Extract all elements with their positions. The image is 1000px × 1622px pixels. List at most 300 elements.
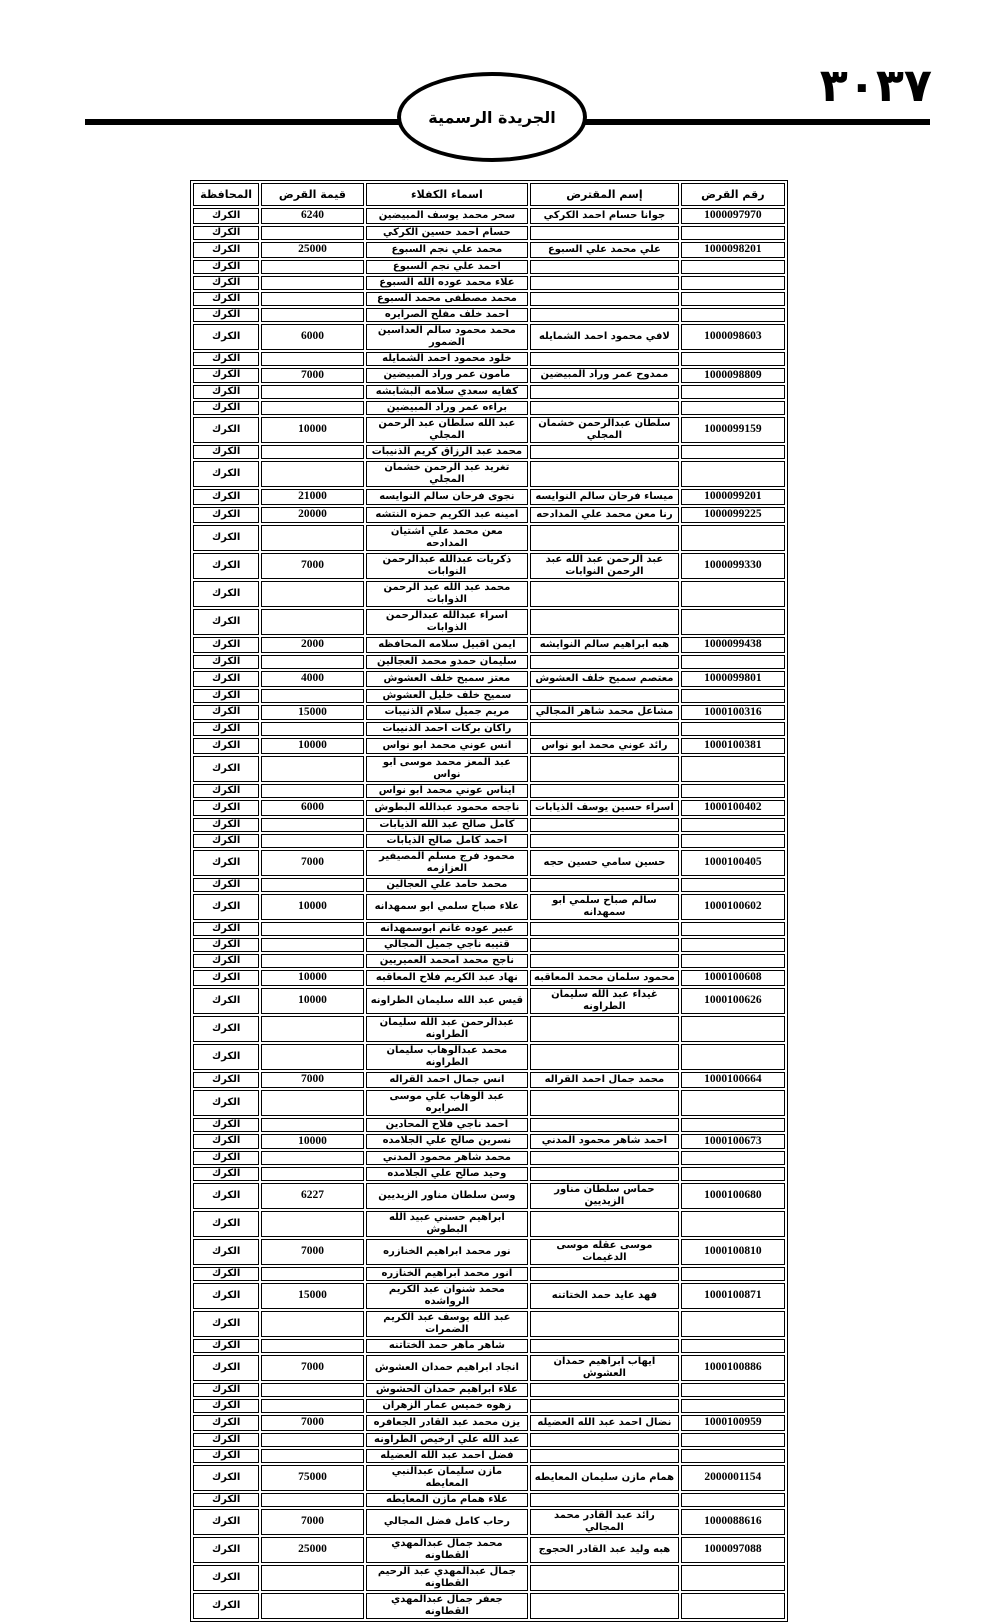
table-row bbox=[193, 368, 785, 384]
cell-guarantor: عبد الله يوسف عبد الكريم الضمرات bbox=[366, 1311, 529, 1337]
cell-guarantor: ناجح محمد امحمد العميريين bbox=[366, 954, 529, 968]
cell-amount: 15000 bbox=[261, 705, 363, 721]
cell-amount bbox=[261, 1016, 363, 1042]
cell-loan_no bbox=[681, 1493, 785, 1507]
cell-loan_no: 1000100405 bbox=[681, 850, 785, 876]
cell-loan_no: 1000100886 bbox=[681, 1355, 785, 1381]
cell-amount: 10000 bbox=[261, 970, 363, 986]
cell-borrower bbox=[530, 655, 679, 669]
cell-loan_no: 1000100602 bbox=[681, 894, 785, 920]
cell-guarantor: رحاب كامل فضل المجالي bbox=[366, 1509, 529, 1535]
cell-borrower bbox=[530, 609, 679, 635]
cell-loan_no: 1000100680 bbox=[681, 1183, 785, 1209]
cell-borrower bbox=[530, 385, 679, 399]
cell-borrower bbox=[530, 1565, 679, 1591]
cell-guarantor: سليمان حمدو محمد العجالين bbox=[366, 655, 529, 669]
cell-amount: 21000 bbox=[261, 489, 363, 505]
cell-governorate: الكرك bbox=[193, 1565, 259, 1591]
cell-guarantor: محمد شنوان عبد الكريم الرواشده bbox=[366, 1283, 529, 1309]
table-row bbox=[193, 834, 785, 848]
cell-amount bbox=[261, 834, 363, 848]
cell-amount bbox=[261, 1044, 363, 1070]
table-row bbox=[193, 385, 785, 399]
cell-borrower bbox=[530, 834, 679, 848]
cell-governorate: الكرك bbox=[193, 637, 259, 653]
cell-loan_no bbox=[681, 1090, 785, 1116]
table-row bbox=[193, 324, 785, 350]
cell-borrower: عبد الرحمن عبد الله عبد الرحمن النوابات bbox=[530, 553, 679, 579]
cell-amount bbox=[261, 818, 363, 832]
table-row bbox=[193, 1465, 785, 1491]
cell-guarantor: سحر محمد يوسف المبيضين bbox=[366, 208, 529, 224]
table-row bbox=[193, 655, 785, 669]
table-row bbox=[193, 1383, 785, 1397]
cell-amount bbox=[261, 385, 363, 399]
cell-borrower bbox=[530, 1090, 679, 1116]
cell-loan_no bbox=[681, 525, 785, 551]
table-row bbox=[193, 525, 785, 551]
cell-borrower bbox=[530, 1167, 679, 1181]
cell-guarantor: محمد حامد علي العجالين bbox=[366, 878, 529, 892]
table-row bbox=[193, 1593, 785, 1619]
cell-borrower bbox=[530, 1016, 679, 1042]
table-row bbox=[193, 637, 785, 653]
col-header-loan-amount: قيمة القرض bbox=[261, 183, 363, 206]
cell-amount bbox=[261, 722, 363, 736]
cell-borrower: رنا معن محمد علي المدادحه bbox=[530, 507, 679, 523]
cell-amount bbox=[261, 1090, 363, 1116]
cell-guarantor: ابراهيم حسني عبيد الله البطوش bbox=[366, 1211, 529, 1237]
table-row bbox=[193, 818, 785, 832]
cell-governorate: الكرك bbox=[193, 894, 259, 920]
cell-borrower bbox=[530, 878, 679, 892]
cell-loan_no: 1000100673 bbox=[681, 1134, 785, 1150]
table-row bbox=[193, 417, 785, 443]
cell-guarantor: محمد عبد الله عبد الرحمن الذوابات bbox=[366, 581, 529, 607]
cell-governorate: الكرك bbox=[193, 461, 259, 487]
cell-loan_no bbox=[681, 834, 785, 848]
cell-governorate: الكرك bbox=[193, 385, 259, 399]
cell-amount bbox=[261, 581, 363, 607]
cell-guarantor: محمد جمال عبدالمهدي القطاونه bbox=[366, 1537, 529, 1563]
table-row bbox=[193, 784, 785, 798]
cell-governorate: الكرك bbox=[193, 609, 259, 635]
cell-loan_no: 1000099225 bbox=[681, 507, 785, 523]
cell-loan_no bbox=[681, 1383, 785, 1397]
cell-borrower bbox=[530, 1151, 679, 1165]
table-row bbox=[193, 226, 785, 240]
cell-amount bbox=[261, 954, 363, 968]
cell-amount: 10000 bbox=[261, 738, 363, 754]
cell-amount: 7000 bbox=[261, 1355, 363, 1381]
cell-borrower: رائد عوني محمد ابو نواس bbox=[530, 738, 679, 754]
cell-loan_no bbox=[681, 922, 785, 936]
cell-borrower: لافي محمود احمد الشمايله bbox=[530, 324, 679, 350]
cell-borrower bbox=[530, 581, 679, 607]
cell-amount bbox=[261, 352, 363, 366]
cell-amount bbox=[261, 226, 363, 240]
cell-amount bbox=[261, 1151, 363, 1165]
cell-loan_no bbox=[681, 401, 785, 415]
cell-amount bbox=[261, 308, 363, 322]
cell-borrower bbox=[530, 276, 679, 290]
cell-borrower bbox=[530, 818, 679, 832]
cell-borrower bbox=[530, 1593, 679, 1619]
cell-guarantor: مأمون عمر وراد المبيضين bbox=[366, 368, 529, 384]
table-row bbox=[193, 738, 785, 754]
cell-governorate: الكرك bbox=[193, 489, 259, 505]
table-row bbox=[193, 1134, 785, 1150]
cell-governorate: الكرك bbox=[193, 208, 259, 224]
cell-amount: 4000 bbox=[261, 671, 363, 687]
cell-governorate: الكرك bbox=[193, 1593, 259, 1619]
cell-loan_no bbox=[681, 689, 785, 703]
cell-guarantor: احمد علي نجم السبوع bbox=[366, 260, 529, 274]
table-row bbox=[193, 1016, 785, 1042]
cell-guarantor: كامل صالح عبد الله الذيابات bbox=[366, 818, 529, 832]
cell-loan_no bbox=[681, 1433, 785, 1447]
table-row bbox=[193, 292, 785, 306]
cell-governorate: الكرك bbox=[193, 784, 259, 798]
cell-governorate: الكرك bbox=[193, 756, 259, 782]
cell-governorate: الكرك bbox=[193, 507, 259, 523]
cell-amount: 25000 bbox=[261, 242, 363, 258]
cell-loan_no: 1000100871 bbox=[681, 1283, 785, 1309]
cell-guarantor: نسرين صالح علي الجلامده bbox=[366, 1134, 529, 1150]
cell-borrower bbox=[530, 938, 679, 952]
cell-governorate: الكرك bbox=[193, 738, 259, 754]
cell-loan_no bbox=[681, 938, 785, 952]
table-row bbox=[193, 308, 785, 322]
table-row bbox=[193, 1211, 785, 1237]
cell-amount: 10000 bbox=[261, 988, 363, 1014]
cell-amount: 6240 bbox=[261, 208, 363, 224]
cell-amount: 6227 bbox=[261, 1183, 363, 1209]
cell-guarantor: انس جمال احمد القراله bbox=[366, 1072, 529, 1088]
cell-borrower: حسين سامي حسين حجه bbox=[530, 850, 679, 876]
cell-loan_no: 1000099330 bbox=[681, 553, 785, 579]
cell-governorate: الكرك bbox=[193, 368, 259, 384]
cell-borrower bbox=[530, 260, 679, 274]
table-row bbox=[193, 1415, 785, 1431]
cell-loan_no bbox=[681, 308, 785, 322]
cell-amount bbox=[261, 689, 363, 703]
table-row bbox=[193, 1167, 785, 1181]
cell-amount: 7000 bbox=[261, 553, 363, 579]
cell-governorate: الكرك bbox=[193, 1283, 259, 1309]
cell-loan_no bbox=[681, 655, 785, 669]
cell-loan_no bbox=[681, 1044, 785, 1070]
table-row bbox=[193, 1509, 785, 1535]
cell-borrower bbox=[530, 525, 679, 551]
cell-amount: 6000 bbox=[261, 324, 363, 350]
cell-borrower bbox=[530, 784, 679, 798]
cell-governorate: الكرك bbox=[193, 1072, 259, 1088]
col-header-governorate: المحافظة bbox=[193, 183, 259, 206]
table-row bbox=[193, 1267, 785, 1281]
cell-borrower: هبه ابراهيم سالم النوايشه bbox=[530, 637, 679, 653]
cell-governorate: الكرك bbox=[193, 818, 259, 832]
cell-amount bbox=[261, 1593, 363, 1619]
cell-amount: 15000 bbox=[261, 1283, 363, 1309]
cell-governorate: الكرك bbox=[193, 292, 259, 306]
cell-governorate: الكرك bbox=[193, 352, 259, 366]
table-row bbox=[193, 461, 785, 487]
cell-amount bbox=[261, 1167, 363, 1181]
table-row bbox=[193, 1072, 785, 1088]
cell-amount bbox=[261, 756, 363, 782]
cell-loan_no bbox=[681, 226, 785, 240]
cell-amount: 7000 bbox=[261, 1239, 363, 1265]
cell-amount bbox=[261, 784, 363, 798]
cell-governorate: الكرك bbox=[193, 722, 259, 736]
cell-loan_no: 1000099159 bbox=[681, 417, 785, 443]
cell-amount bbox=[261, 1118, 363, 1132]
cell-borrower: محمد جمال احمد القراله bbox=[530, 1072, 679, 1088]
cell-guarantor: وسن سلطان مناور الزيديين bbox=[366, 1183, 529, 1209]
cell-governorate: الكرك bbox=[193, 1118, 259, 1132]
table-row bbox=[193, 922, 785, 936]
cell-borrower: جوانا حسام احمد الكركي bbox=[530, 208, 679, 224]
col-header-guarantors: اسماء الكفلاء bbox=[366, 183, 529, 206]
cell-borrower bbox=[530, 1311, 679, 1337]
cell-governorate: الكرك bbox=[193, 878, 259, 892]
cell-borrower: محمود سلمان محمد المعاقبه bbox=[530, 970, 679, 986]
table-row bbox=[193, 850, 785, 876]
cell-amount bbox=[261, 1267, 363, 1281]
cell-borrower: ممدوح عمر وراد المبيضين bbox=[530, 368, 679, 384]
table-row bbox=[193, 401, 785, 415]
cell-loan_no bbox=[681, 722, 785, 736]
cell-guarantor: راكان بركات احمد الذنيبات bbox=[366, 722, 529, 736]
cell-guarantor: محمد مصطفى محمد السبوع bbox=[366, 292, 529, 306]
cell-amount bbox=[261, 1565, 363, 1591]
table-row bbox=[193, 954, 785, 968]
cell-borrower bbox=[530, 1399, 679, 1413]
cell-governorate: الكرك bbox=[193, 308, 259, 322]
cell-governorate: الكرك bbox=[193, 1151, 259, 1165]
table-row bbox=[193, 1399, 785, 1413]
cell-guarantor: كفايه سعدي سلامه البشابشه bbox=[366, 385, 529, 399]
cell-loan_no bbox=[681, 1593, 785, 1619]
cell-governorate: الكرك bbox=[193, 970, 259, 986]
table-row bbox=[193, 352, 785, 366]
col-header-borrower: إسم المقترض bbox=[530, 183, 679, 206]
cell-borrower bbox=[530, 352, 679, 366]
cell-guarantor: انور محمد ابراهيم الخنازره bbox=[366, 1267, 529, 1281]
cell-loan_no bbox=[681, 1565, 785, 1591]
cell-borrower: فهد عايد حمد الختاتنه bbox=[530, 1283, 679, 1309]
cell-guarantor: فضل احمد عبد الله العضيله bbox=[366, 1449, 529, 1463]
cell-loan_no bbox=[681, 1118, 785, 1132]
table-row bbox=[193, 445, 785, 459]
cell-loan_no bbox=[681, 756, 785, 782]
cell-governorate: الكرك bbox=[193, 553, 259, 579]
cell-guarantor: ايمن اقبيل سلامه المحافظه bbox=[366, 637, 529, 653]
cell-borrower: ايهاب ابراهيم حمدان العشوش bbox=[530, 1355, 679, 1381]
table-row bbox=[193, 1449, 785, 1463]
cell-loan_no bbox=[681, 385, 785, 399]
cell-loan_no bbox=[681, 784, 785, 798]
cell-loan_no: 1000100316 bbox=[681, 705, 785, 721]
cell-loan_no bbox=[681, 609, 785, 635]
gazette-title: الجريدة الرسمية bbox=[428, 107, 556, 127]
cell-governorate: الكرك bbox=[193, 1355, 259, 1381]
cell-borrower: مشاعل محمد شاهر المجالي bbox=[530, 705, 679, 721]
cell-loan_no: 1000100381 bbox=[681, 738, 785, 754]
cell-loan_no: 1000100959 bbox=[681, 1415, 785, 1431]
cell-loan_no bbox=[681, 445, 785, 459]
cell-loan_no: 1000097088 bbox=[681, 1537, 785, 1563]
cell-guarantor: احمد خلف مفلح الصرايره bbox=[366, 308, 529, 322]
cell-borrower bbox=[530, 756, 679, 782]
cell-borrower bbox=[530, 1339, 679, 1353]
cell-guarantor: نور محمد ابراهيم الخنازره bbox=[366, 1239, 529, 1265]
cell-guarantor: علاء صباح سلمي ابو سمهدانه bbox=[366, 894, 529, 920]
cell-borrower bbox=[530, 1211, 679, 1237]
cell-amount: 10000 bbox=[261, 894, 363, 920]
cell-borrower bbox=[530, 461, 679, 487]
cell-borrower bbox=[530, 1433, 679, 1447]
table-row bbox=[193, 1311, 785, 1337]
cell-amount bbox=[261, 1449, 363, 1463]
table-header-row bbox=[193, 183, 785, 206]
cell-guarantor: مريم جميل سلام الذنيبات bbox=[366, 705, 529, 721]
cell-governorate: الكرك bbox=[193, 260, 259, 274]
table-row bbox=[193, 938, 785, 952]
cell-borrower bbox=[530, 1044, 679, 1070]
cell-governorate: الكرك bbox=[193, 242, 259, 258]
cell-governorate: الكرك bbox=[193, 226, 259, 240]
col-header-loan-number: رقم القرض bbox=[681, 183, 785, 206]
table-row bbox=[193, 276, 785, 290]
cell-guarantor: جعفر جمال عبدالمهدي القطاونه bbox=[366, 1593, 529, 1619]
loans-table bbox=[190, 180, 788, 1622]
cell-amount: 10000 bbox=[261, 417, 363, 443]
table-row bbox=[193, 988, 785, 1014]
cell-loan_no: 1000099438 bbox=[681, 637, 785, 653]
cell-governorate: الكرك bbox=[193, 1134, 259, 1150]
cell-borrower bbox=[530, 922, 679, 936]
table-row bbox=[193, 1151, 785, 1165]
cell-guarantor: شاهر ماهر حمد الختاتنه bbox=[366, 1339, 529, 1353]
cell-governorate: الكرك bbox=[193, 954, 259, 968]
cell-guarantor: يزن محمد عبد القادر الجعافره bbox=[366, 1415, 529, 1431]
cell-loan_no bbox=[681, 461, 785, 487]
cell-amount bbox=[261, 1399, 363, 1413]
table-row bbox=[193, 489, 785, 505]
table-row bbox=[193, 970, 785, 986]
cell-loan_no: 1000098201 bbox=[681, 242, 785, 258]
cell-guarantor: احمد كامل صالح الذيابات bbox=[366, 834, 529, 848]
cell-guarantor: حسام احمد حسين الكركي bbox=[366, 226, 529, 240]
cell-loan_no: 1000099801 bbox=[681, 671, 785, 687]
cell-governorate: الكرك bbox=[193, 417, 259, 443]
cell-governorate: الكرك bbox=[193, 581, 259, 607]
cell-guarantor: عبدالرحمن عبد الله سليمان الطراونه bbox=[366, 1016, 529, 1042]
cell-governorate: الكرك bbox=[193, 1183, 259, 1209]
cell-loan_no: 1000098603 bbox=[681, 324, 785, 350]
table-row bbox=[193, 1433, 785, 1447]
cell-amount: 7000 bbox=[261, 1415, 363, 1431]
cell-guarantor: براءه عمر وراد المبيضين bbox=[366, 401, 529, 415]
cell-loan_no bbox=[681, 818, 785, 832]
cell-governorate: الكرك bbox=[193, 324, 259, 350]
cell-guarantor: زهوه خميس عمار الزهران bbox=[366, 1399, 529, 1413]
cell-borrower bbox=[530, 292, 679, 306]
cell-borrower: سالم صباح سلمي ابو سمهدانه bbox=[530, 894, 679, 920]
cell-loan_no bbox=[681, 581, 785, 607]
cell-guarantor: تغريد عبد الرحمن خشمان المجلي bbox=[366, 461, 529, 487]
cell-amount bbox=[261, 401, 363, 415]
cell-borrower bbox=[530, 954, 679, 968]
table-row bbox=[193, 689, 785, 703]
table-row bbox=[193, 705, 785, 721]
table-row bbox=[193, 242, 785, 258]
table-row bbox=[193, 553, 785, 579]
table-row bbox=[193, 1090, 785, 1116]
cell-guarantor: عبير عوده غانم ابوسمهدانه bbox=[366, 922, 529, 936]
cell-loan_no bbox=[681, 1016, 785, 1042]
cell-guarantor: نهاد عبد الكريم فلاح المعاقبه bbox=[366, 970, 529, 986]
cell-loan_no: 1000100664 bbox=[681, 1072, 785, 1088]
cell-loan_no: 1000097970 bbox=[681, 208, 785, 224]
cell-governorate: الكرك bbox=[193, 671, 259, 687]
cell-governorate: الكرك bbox=[193, 1339, 259, 1353]
cell-loan_no: 1000100810 bbox=[681, 1239, 785, 1265]
table-row bbox=[193, 1283, 785, 1309]
table-row bbox=[193, 722, 785, 736]
cell-borrower: غيداء عبد الله سليمان الطراونه bbox=[530, 988, 679, 1014]
cell-loan_no bbox=[681, 1339, 785, 1353]
cell-borrower bbox=[530, 689, 679, 703]
cell-governorate: الكرك bbox=[193, 1493, 259, 1507]
cell-borrower: اسراء حسين يوسف الذيابات bbox=[530, 800, 679, 816]
cell-governorate: الكرك bbox=[193, 922, 259, 936]
cell-guarantor: قتيبه ناجي جميل المجالي bbox=[366, 938, 529, 952]
cell-governorate: الكرك bbox=[193, 1433, 259, 1447]
cell-governorate: الكرك bbox=[193, 850, 259, 876]
cell-amount bbox=[261, 1211, 363, 1237]
table-row bbox=[193, 507, 785, 523]
table-row bbox=[193, 1044, 785, 1070]
cell-governorate: الكرك bbox=[193, 1044, 259, 1070]
table-row bbox=[193, 1239, 785, 1265]
cell-governorate: الكرك bbox=[193, 1311, 259, 1337]
cell-loan_no bbox=[681, 1267, 785, 1281]
cell-governorate: الكرك bbox=[193, 800, 259, 816]
table-row bbox=[193, 581, 785, 607]
cell-borrower: علي محمد علي السبوع bbox=[530, 242, 679, 258]
table-row bbox=[193, 1118, 785, 1132]
cell-amount: 2000 bbox=[261, 637, 363, 653]
cell-loan_no bbox=[681, 1167, 785, 1181]
cell-guarantor: قيس عبد الله سليمان الطراونه bbox=[366, 988, 529, 1014]
cell-amount: 6000 bbox=[261, 800, 363, 816]
cell-loan_no bbox=[681, 954, 785, 968]
cell-guarantor: احمد ناجي فلاح المحادين bbox=[366, 1118, 529, 1132]
cell-amount bbox=[261, 609, 363, 635]
cell-amount bbox=[261, 260, 363, 274]
cell-guarantor: علاء ابراهيم حمدان الحشوش bbox=[366, 1383, 529, 1397]
table-row bbox=[193, 878, 785, 892]
cell-amount: 75000 bbox=[261, 1465, 363, 1491]
cell-loan_no: 1000088616 bbox=[681, 1509, 785, 1535]
table-row bbox=[193, 1565, 785, 1591]
cell-borrower: رائد عبد القادر محمد المجالي bbox=[530, 1509, 679, 1535]
cell-guarantor: محمود فرج مسلم المصيفير العزازمه bbox=[366, 850, 529, 876]
cell-guarantor: ايناس عوني محمد ابو نواس bbox=[366, 784, 529, 798]
